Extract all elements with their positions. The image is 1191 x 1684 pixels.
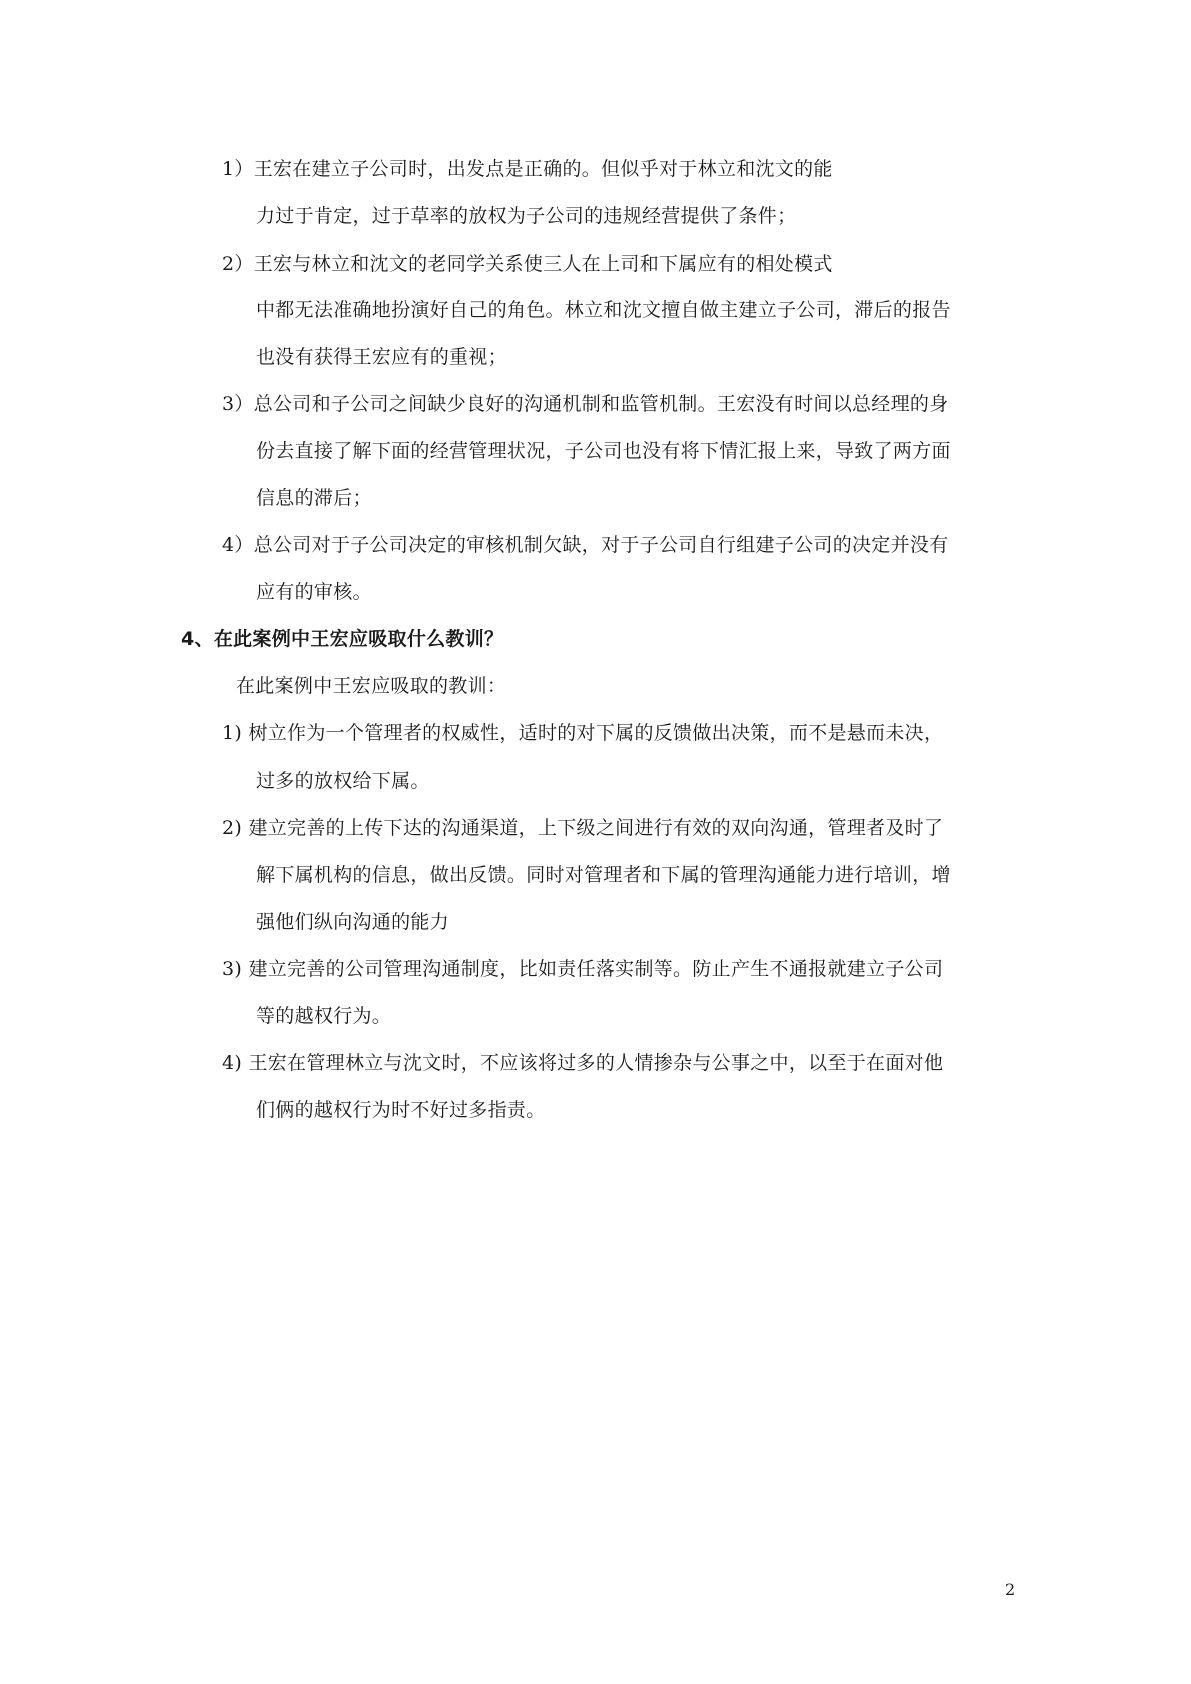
s3-item1-line2: 力过于肯定，过于草率的放权为子公司的违规经营提供了条件； <box>256 205 797 227</box>
s3-item2-line3: 也没有获得王宏应有的重视； <box>256 346 507 368</box>
s3-item2-line2: 中都无法准确地扮演好自己的角色。林立和沈文擅自做主建立子公司，滞后的报告 <box>256 299 951 321</box>
s4-item3-line1: 3) 建立完善的公司管理沟通制度，比如责任落实制等。防止产生不通报就建立子公司 <box>222 958 944 980</box>
s4-item2-line3: 强他们纵向沟通的能力 <box>256 911 450 933</box>
s3-item3-line2: 份去直接了解下面的经营管理状况，子公司也没有将下情汇报上来，导致了两方面 <box>256 440 951 462</box>
s3-item2-line1: 2）王宏与林立和沈文的老同学关系使三人在上司和下属应有的相处模式 <box>222 253 833 275</box>
s4-item2-line2: 解下属机构的信息，做出反馈。同时对管理者和下属的管理沟通能力进行培训，增 <box>256 864 951 886</box>
s4-item1-line2: 过多的放权给下属。 <box>256 770 430 792</box>
section4-intro: 在此案例中王宏应吸取的教训： <box>236 675 507 697</box>
s3-item3-line3: 信息的滞后； <box>256 487 372 509</box>
page-number: 2 <box>1005 1580 1016 1599</box>
s3-item4-line1: 4）总公司对于子公司决定的审核机制欠缺，对于子公司自行组建子公司的决定并没有 <box>222 534 949 556</box>
s4-item3-line2: 等的越权行为。 <box>256 1005 392 1027</box>
s3-item3-line1: 3）总公司和子公司之间缺少良好的沟通机制和监管机制。王宏没有时间以总经理的身 <box>222 393 949 415</box>
s4-item2-line1: 2) 建立完善的上传下达的沟通渠道，上下级之间进行有效的双向沟通，管理者及时了 <box>222 817 944 839</box>
s4-item4-line1: 4) 王宏在管理林立与沈文时，不应该将过多的人情掺杂与公事之中，以至于在面对他 <box>222 1052 944 1074</box>
s4-item1-line1: 1) 树立作为一个管理者的权威性，适时的对下属的反馈做出决策，而不是悬而未决， <box>222 722 944 744</box>
s3-item1-line1: 1）王宏在建立子公司时，出发点是正确的。但似乎对于林立和沈文的能 <box>222 158 833 180</box>
section4-heading: 4、在此案例中王宏应吸取什么教训？ <box>181 628 504 650</box>
s4-item4-line2: 们俩的越权行为时不好过多指责。 <box>256 1099 546 1121</box>
s3-item4-line2: 应有的审核。 <box>256 581 372 603</box>
